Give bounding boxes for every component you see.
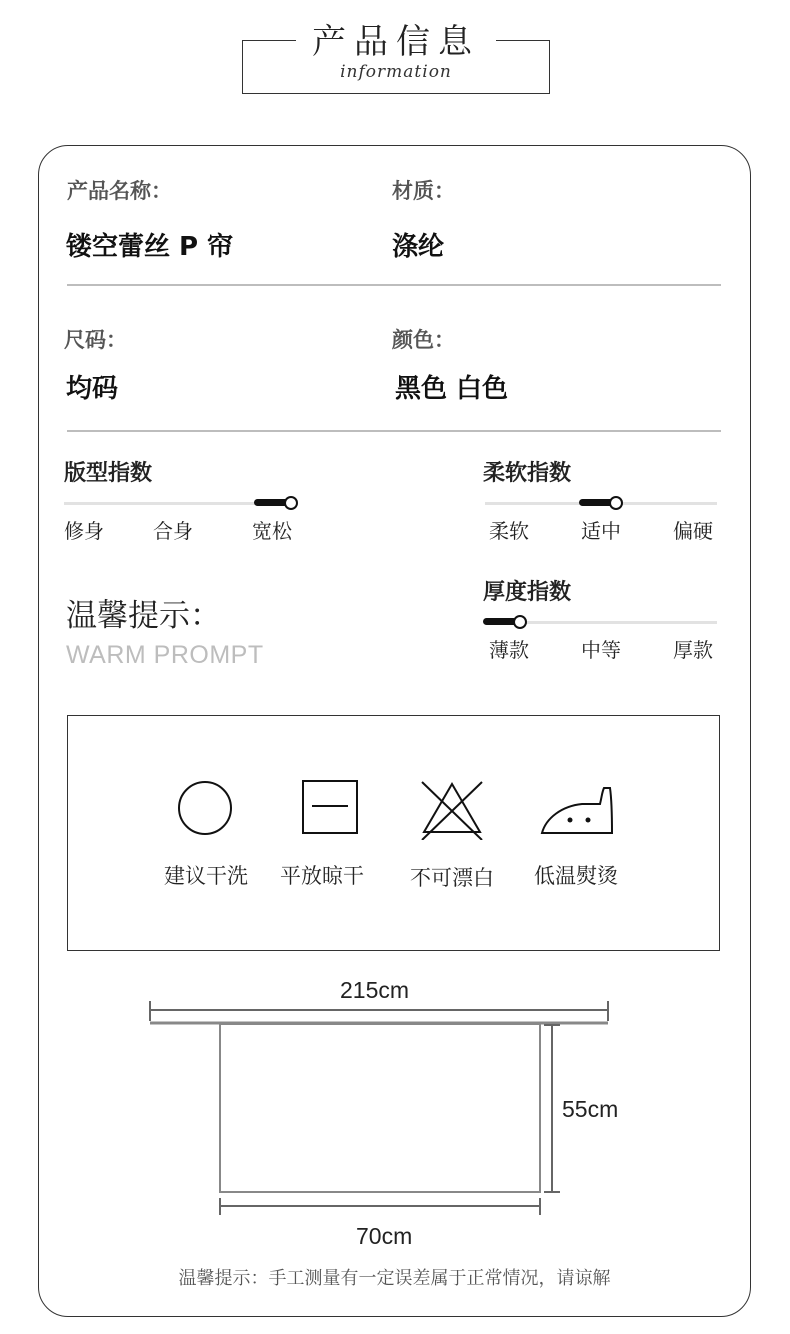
softness-option-hard: 偏硬 (673, 519, 713, 543)
softness-option-soft: 柔软 (489, 519, 529, 543)
care-label-dry-clean: 建议干洗 (164, 864, 248, 888)
care-instructions-box (67, 715, 720, 951)
color-label: 颜色： (392, 328, 455, 352)
fit-option-regular: 合身 (153, 519, 193, 543)
bottom-width-dimension-label: 70cm (356, 1223, 413, 1249)
fit-option-slim: 修身 (64, 519, 104, 543)
softness-index-title: 柔软指数 (483, 461, 572, 486)
measurement-note: 温馨提示：手工测量有一定误差属于正常情况，请谅解 (178, 1268, 611, 1289)
iron-low-temp-icon (538, 784, 616, 838)
thickness-option-thick: 厚款 (673, 638, 713, 662)
divider (67, 284, 721, 286)
circle-dry-clean-icon (176, 779, 234, 837)
width-dimension-label: 215cm (340, 977, 410, 1003)
size-value: 均码 (66, 374, 119, 404)
fit-index-knob (284, 496, 298, 510)
fit-index-title: 版型指数 (64, 461, 153, 486)
divider (67, 430, 721, 432)
care-label-flat-dry: 平放晾干 (280, 864, 364, 888)
material-value: 涤纶 (392, 232, 445, 262)
square-flat-dry-icon (300, 779, 360, 835)
page-subtitle: information (340, 62, 452, 82)
care-label-low-iron: 低温熨烫 (534, 864, 618, 888)
thickness-index-title: 厚度指数 (483, 580, 572, 605)
fit-option-loose: 宽松 (252, 519, 292, 543)
size-label: 尺码： (64, 328, 127, 352)
softness-index-knob (609, 496, 623, 510)
warm-prompt-subtitle: WARM PROMPT (66, 641, 264, 669)
material-label: 材质： (392, 179, 455, 203)
product-name-label: 产品名称： (67, 179, 172, 203)
color-value: 黑色 白色 (395, 374, 509, 404)
no-bleach-icon (418, 778, 486, 840)
thickness-option-medium: 中等 (581, 638, 621, 662)
softness-option-medium: 适中 (581, 519, 621, 543)
thickness-option-thin: 薄款 (489, 638, 529, 662)
thickness-index-fill (483, 618, 517, 625)
product-name-value: 镂空蕾丝 P 帘 (66, 232, 234, 262)
care-label-no-bleach: 不可漂白 (410, 866, 494, 890)
height-dimension-label: 55cm (562, 1096, 619, 1122)
warm-prompt-title: 温馨提示： (66, 598, 221, 634)
page-title: 产品信息 (312, 22, 480, 62)
thickness-index-knob (513, 615, 527, 629)
